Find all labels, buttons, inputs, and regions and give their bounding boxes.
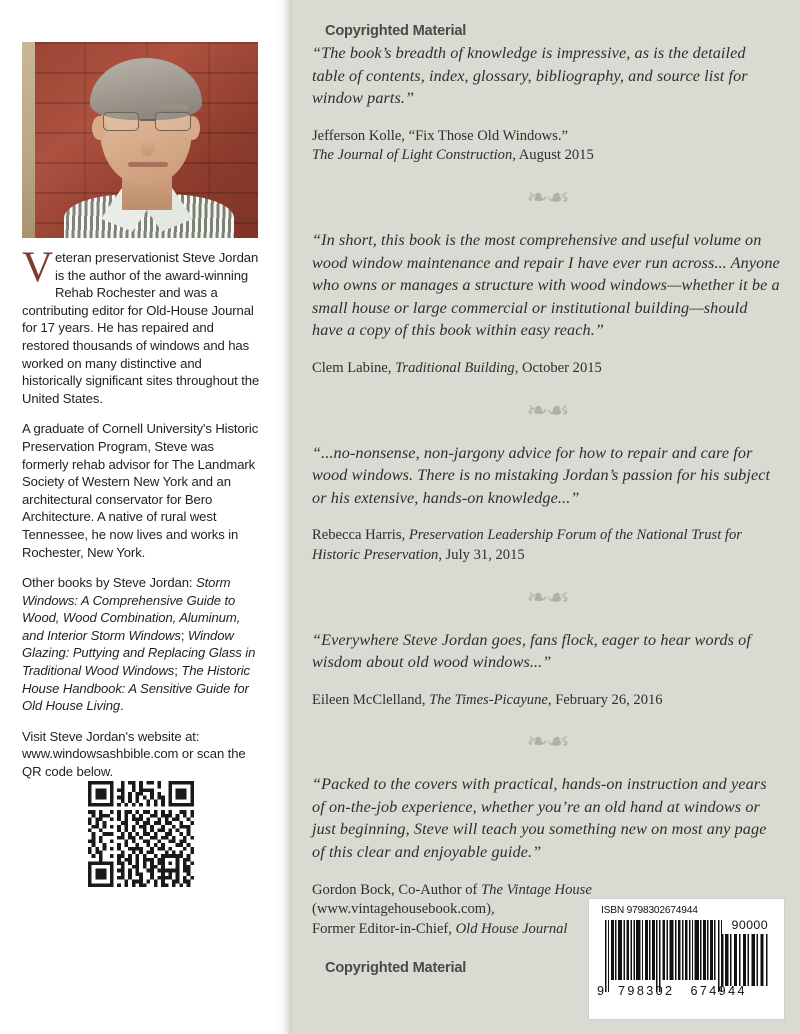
- ean5-addon-barcode-icon: [722, 934, 770, 986]
- drop-cap: V: [22, 244, 53, 291]
- quote-text: “Everywhere Steve Jordan goes, fans flock, eager to hear words of wisdom about old wood windows...”: [312, 630, 751, 672]
- website-note: Visit Steve Jordan's website at: www.windowsashbible.com or scan the QR code below.: [22, 728, 246, 780]
- quote-attr-date: , August 2015: [512, 147, 594, 164]
- ean-digits: [597, 984, 776, 998]
- hair: [90, 58, 202, 120]
- ornament-glyph: ❧☙: [526, 184, 568, 210]
- quote-attr-date: , July 31, 2015: [438, 546, 525, 563]
- qr-code-icon: [88, 781, 194, 887]
- review-quote-4: [312, 629, 782, 711]
- quote-attr-publication: Old House Journal: [455, 920, 568, 937]
- quote-text: “The book’s breadth of knowledge is impressive, as is the detailed table of contents, index, glossary, bibliography, and source list for window parts.”: [312, 44, 748, 108]
- quote-attr-date: , October 2015: [514, 359, 602, 376]
- quote-attr-name: Clem Labine,: [312, 359, 396, 376]
- other-book-title-1: Storm Windows: A Comprehensive Guide to Wood, Wood Combination, Aluminum, and Interior Storm Windows: [22, 575, 241, 643]
- isbn-barcode: [588, 898, 785, 1020]
- quote-attr-name: Rebecca Harris,: [312, 527, 409, 544]
- quote-attr-source: Traditional Building: [395, 359, 515, 376]
- mouth: [128, 162, 168, 167]
- review-quote-3: [312, 442, 782, 566]
- ornament-divider-1: [312, 186, 782, 209]
- copyright-notice-bottom: Copyrighted Material: [325, 960, 467, 976]
- nose: [140, 130, 155, 156]
- addon-digits: 90000: [731, 918, 768, 932]
- quote-attribution: [312, 526, 782, 565]
- ornament-divider-4: [312, 730, 782, 753]
- quote-text: “Packed to the covers with practical, hands-on instruction and years of on-the-job experience, whether you’re an old hand at windows or just beginning, Steve will teach you something new on most any page of this clear and enjoyable guide.”: [312, 775, 767, 862]
- quote-attr-source: Preservation Leadership Forum of the National Trust for Historic Preservation: [312, 527, 742, 563]
- quote-attr-name: Gordon Bock, Co-Author of: [312, 881, 482, 898]
- copyright-notice-top: Copyrighted Material: [325, 23, 467, 39]
- ornament-glyph: ❧☙: [526, 397, 568, 423]
- quote-attr-date: , February 26, 2016: [547, 691, 663, 708]
- quote-attr-source: The Times-Picayune: [429, 691, 548, 708]
- quote-text: “In short, this book is the most comprehensive and useful volume on wood window maintenance and repair I have ever run across... Anyone who owns or manages a structure with wood windows—whether it be a small house or large commercial or institutional building—should have a copy of this book within easy reach.”: [312, 230, 780, 340]
- panel-divider-shadow: [275, 0, 292, 1034]
- quote-attribution: [312, 359, 782, 379]
- ornament-glyph: ❧☙: [526, 584, 568, 610]
- bio-paragraph-1-text: eteran preservationist Steve Jordan is the author of the award-winning Rehab Rochester and was a contributing editor for Old-House Journal for 17 years. He has repaired and restored thousands of windows and has worked on many distinctive and historically significant sites throughout the United States.: [22, 250, 260, 406]
- other-books-intro: Other books by Steve Jordan:: [22, 575, 196, 591]
- ean-digit-1: 9: [597, 984, 605, 998]
- lens-right: [155, 112, 191, 131]
- ornament-divider-2: [312, 399, 782, 422]
- author-portrait-figure: [22, 42, 258, 238]
- quote-attr-name: Eileen McClelland,: [312, 691, 430, 708]
- quote-attr-website: (www.vintagehousebook.com),: [312, 901, 495, 918]
- ornament-divider-3: [312, 586, 782, 609]
- isbn-label: ISBN 9798302674944: [601, 905, 698, 916]
- qr-code[interactable]: [88, 781, 194, 887]
- lens-left: [103, 112, 139, 131]
- quote-attribution: [312, 691, 782, 711]
- other-books-sep-1: ;: [180, 627, 188, 643]
- review-quotes-list: [312, 42, 782, 939]
- author-photo: [22, 42, 258, 238]
- other-book-title-3: The Historic House Handbook: A Sensitive Guide for Old House Living: [22, 663, 250, 714]
- review-quote-1: [312, 42, 782, 166]
- other-book-title-2: Window Glazing: Puttying and Replacing Glass in Traditional Wood Windows: [22, 627, 256, 679]
- quote-attribution: [312, 127, 782, 166]
- quote-attr-name: Jefferson Kolle, “Fix Those Old Windows.”: [312, 127, 568, 144]
- ean-group-2: 674944: [690, 984, 747, 998]
- eyeglasses-icon: [102, 112, 192, 132]
- barcode-bars-row: [597, 920, 776, 998]
- other-books-sep-2: ;: [174, 663, 182, 679]
- bio-paragraph-1: [22, 244, 262, 407]
- ornament-glyph: ❧☙: [526, 729, 568, 755]
- bio-paragraph-2: A graduate of Cornell University's Historic Preservation Program, Steve was formerly rehab advisor for The Landmark Society of Western New York and an architectural conservator for Bero Architecture. A native of rural west Tennessee, he now lives and works in Rochester, New York.: [22, 421, 259, 560]
- ean-group-1: 798302: [618, 984, 675, 998]
- other-books-paragraph: [22, 574, 262, 715]
- author-bio: [22, 244, 262, 781]
- quote-attr-source: The Journal of Light Construction: [312, 147, 513, 164]
- review-quote-2: [312, 229, 782, 379]
- quote-attr-source: The Vintage House: [481, 881, 592, 898]
- quote-attr-role: Former Editor-in-Chief,: [312, 920, 456, 937]
- quote-text: “...no-nonsense, non-jargony advice for how to repair and care for wood windows. There is no mistaking Jordan’s passion for his subject or his extensive, hands-on knowledge...”: [312, 443, 771, 507]
- other-books-end: .: [120, 698, 124, 714]
- glasses-bridge: [140, 119, 155, 121]
